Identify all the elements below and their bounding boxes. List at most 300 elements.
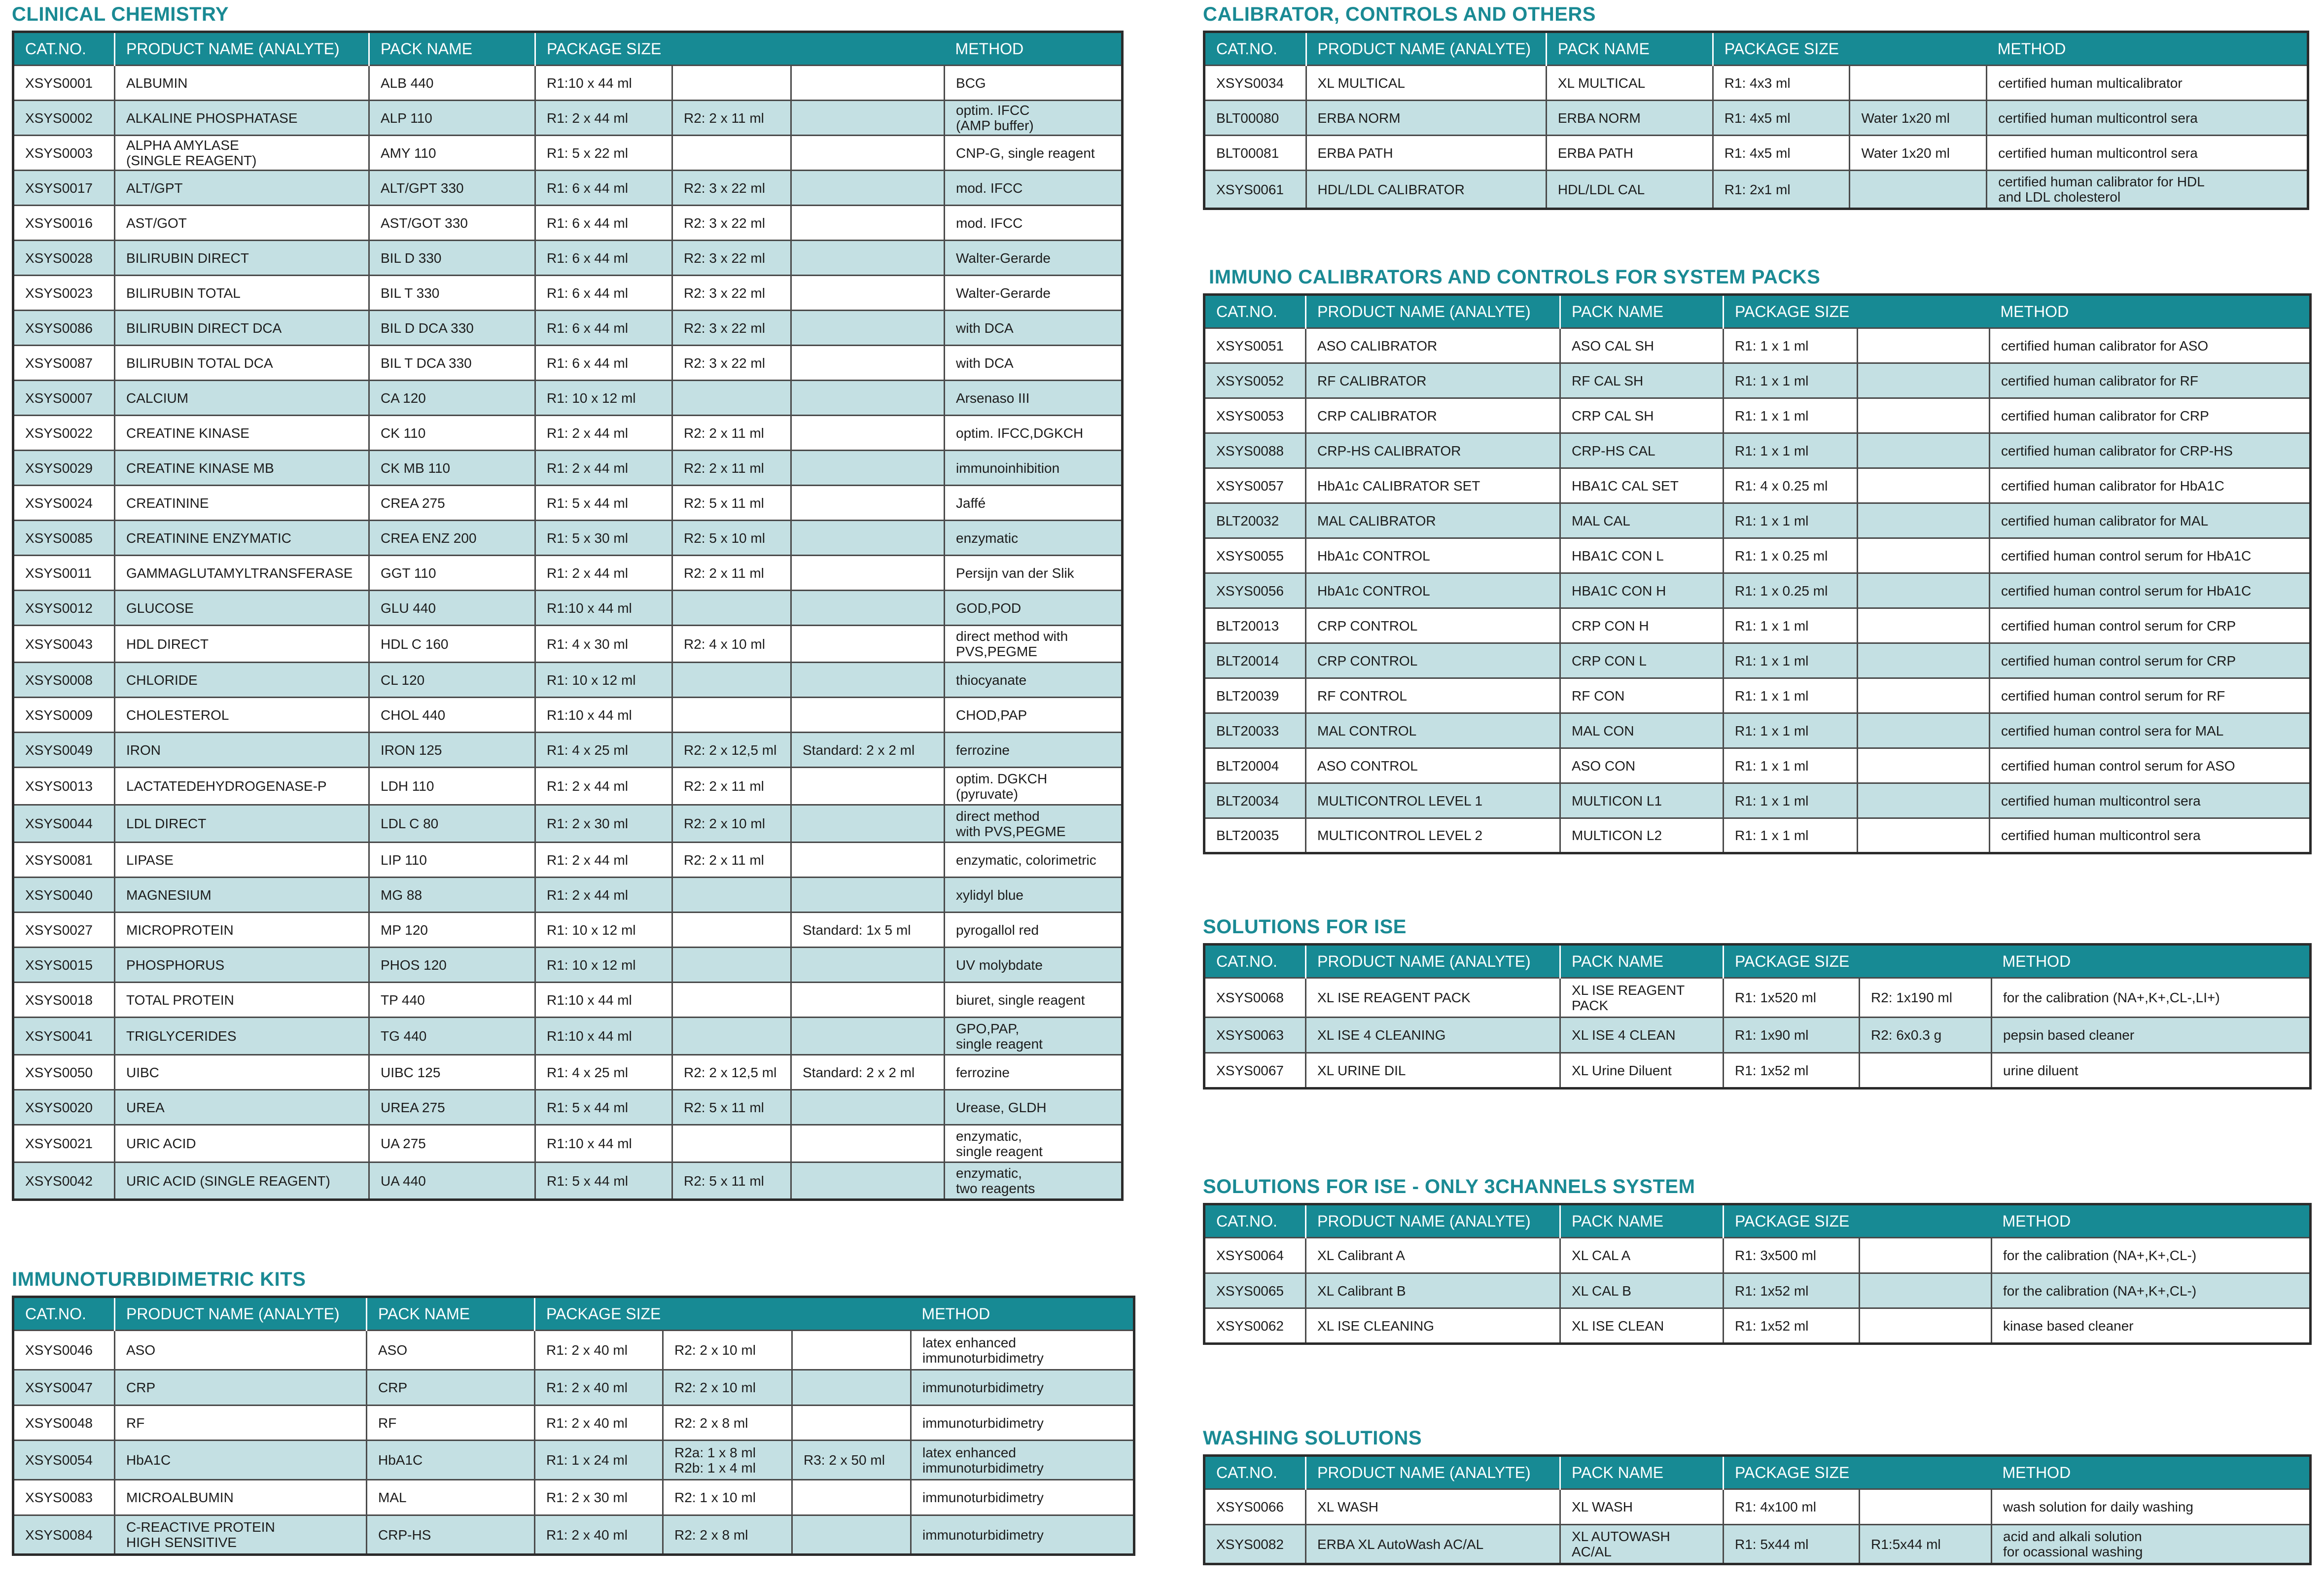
package-size-cell	[791, 768, 945, 805]
cat-no-cell-text: BLT20013	[1216, 618, 1279, 633]
package-size-cell	[535, 591, 672, 626]
package-size-cell	[535, 1406, 663, 1441]
package-size-cell	[672, 878, 791, 913]
product-name-cell	[115, 733, 369, 768]
table-row	[1204, 398, 2311, 433]
cat-no-cell-text: XSYS0028	[25, 250, 93, 266]
cat-no-cell	[13, 1406, 115, 1441]
pack-name-cell-text: PHOS 120	[381, 957, 447, 973]
package-size-cell	[535, 381, 672, 416]
package-size-cell-text: R1:10 x 44 ml	[547, 707, 632, 723]
product-name-cell-text: GLUCOSE	[126, 600, 194, 616]
method-cell-text: Urease, GLDH	[956, 1099, 1047, 1115]
package-size-cell-text: R1: 1 x 0.25 ml	[1735, 583, 1828, 598]
cat-no-cell-text: XSYS0057	[1216, 478, 1284, 493]
method-cell-text: Arsenaso III	[956, 390, 1030, 406]
package-size-cell-text: R1: 1 x 1 ml	[1735, 758, 1809, 774]
package-size-cell-text: R1: 1 x 1 ml	[1735, 793, 1809, 809]
method-cell-text: thiocyanate	[956, 672, 1027, 688]
package-size-cell	[663, 1480, 792, 1515]
pack-name-cell	[369, 843, 535, 878]
cat-no-cell-text: XSYS0002	[25, 110, 93, 126]
method-cell-text: direct method with PVS,PEGME	[956, 629, 1068, 659]
package-size-cell	[535, 136, 672, 171]
table-row	[13, 1018, 1123, 1055]
method-cell	[1990, 608, 2311, 643]
method-cell-text: pepsin based cleaner	[2003, 1027, 2135, 1043]
product-name-cell-text: ALKALINE PHOSPHATASE	[126, 110, 298, 126]
cat-no-cell	[13, 913, 115, 948]
table-row	[1204, 978, 2311, 1018]
table-row	[13, 698, 1123, 733]
header-pack-name: PACK NAME	[1560, 295, 1724, 328]
pack-name-cell-text: AMY 110	[381, 145, 436, 161]
method-cell	[1990, 818, 2311, 853]
header-row	[1204, 32, 2308, 66]
pack-name-cell-text: HBA1C CON L	[1572, 548, 1664, 563]
cat-no-cell-text: BLT00081	[1216, 145, 1279, 161]
cat-no-cell-text: XSYS0087	[25, 355, 93, 371]
cat-no-cell	[13, 591, 115, 626]
package-size-cell	[791, 1125, 945, 1162]
pack-name-cell-text: HDL/LDL CAL	[1557, 181, 1645, 197]
pack-name-cell-text: LIP 110	[381, 852, 427, 868]
package-size-cell	[1724, 608, 1858, 643]
product-name-cell-text: BILIRUBIN DIRECT	[126, 250, 249, 266]
pack-name-cell-text: CRP-HS CAL	[1572, 443, 1655, 458]
header-product-name: PRODUCT NAME (ANALYTE)	[1306, 1456, 1560, 1489]
method-cell	[1992, 978, 2311, 1018]
package-size-cell	[792, 1331, 911, 1370]
pack-name-cell	[369, 878, 535, 913]
cat-no-cell-text: BLT20039	[1216, 688, 1279, 704]
package-size-cell	[791, 591, 945, 626]
product-name-cell-text: XL Calibrant B	[1317, 1283, 1406, 1299]
package-size-cell	[1724, 573, 1858, 608]
method-cell-text: optim. DGKCH (pyruvate)	[956, 771, 1048, 802]
package-size-cell-text: R1: 2x1 ml	[1724, 181, 1791, 197]
package-size-cell-text: R1: 1 x 1 ml	[1735, 443, 1809, 458]
product-name-cell	[1306, 1273, 1560, 1308]
pack-name-cell-text: GLU 440	[381, 600, 436, 616]
cat-no-cell-text: XSYS0040	[25, 887, 93, 903]
product-name-cell	[1306, 171, 1546, 209]
method-cell-text: kinase based cleaner	[2003, 1318, 2134, 1334]
table-row	[1204, 818, 2311, 853]
cat-no-cell	[13, 241, 115, 276]
product-name-cell	[115, 1162, 369, 1200]
product-name-cell	[1306, 573, 1560, 608]
pack-name-cell-text: XL CAL B	[1572, 1283, 1631, 1299]
method-cell	[911, 1331, 1134, 1370]
method-cell-text: optim. IFCC (AMP buffer)	[956, 103, 1034, 133]
product-name-cell-text: CRP CONTROL	[1317, 653, 1418, 668]
method-cell	[911, 1515, 1134, 1555]
table-row	[13, 1125, 1123, 1162]
method-cell	[945, 276, 1123, 311]
table-row	[1204, 66, 2308, 101]
product-name-cell-text: AST/GOT	[126, 215, 187, 231]
package-size-cell	[535, 311, 672, 346]
method-cell-text: UV molybdate	[956, 957, 1043, 973]
product-name-cell-text: GAMMAGLUTAMYLTRANSFERASE	[126, 565, 353, 581]
cat-no-cell-text: XSYS0081	[25, 852, 93, 868]
pack-name-cell	[367, 1370, 535, 1406]
table-row	[13, 311, 1123, 346]
pack-name-cell	[369, 1162, 535, 1200]
method-cell	[1990, 468, 2311, 503]
method-cell-text: certified human calibrator for HDL and LDL cholesterol	[1998, 174, 2205, 205]
product-name-cell	[1306, 643, 1560, 678]
package-size-cell-text: R1: 1 x 1 ml	[1735, 828, 1809, 843]
pack-name-cell	[369, 101, 535, 136]
package-size-cell-text: R2: 3 x 22 ml	[684, 320, 765, 336]
product-name-cell	[115, 521, 369, 556]
cat-no-cell	[13, 1055, 115, 1090]
pack-name-cell	[1560, 1308, 1724, 1344]
package-size-cell-text: R1: 10 x 12 ml	[547, 672, 636, 688]
header-method: METHOD	[1987, 32, 2308, 66]
package-size-cell	[1724, 1018, 1860, 1053]
package-size-cell	[672, 843, 791, 878]
pack-name-cell	[369, 136, 535, 171]
package-size-cell-text: R1: 5 x 30 ml	[547, 530, 628, 546]
package-size-cell-text: R1: 1x52 ml	[1735, 1062, 1809, 1078]
package-size-cell	[1860, 1238, 1992, 1273]
method-cell-text: certified human multicalibrator	[1998, 75, 2183, 91]
header-package-size: PACKAGE SIZE	[1724, 1204, 1992, 1238]
package-size-cell	[1713, 66, 1850, 101]
method-cell	[911, 1441, 1134, 1480]
table-row	[13, 913, 1123, 948]
header-package-size: PACKAGE SIZE	[1724, 295, 1990, 328]
package-size-cell-text: R1: 5 x 44 ml	[547, 495, 628, 511]
package-size-cell-text: R1: 2 x 44 ml	[547, 460, 628, 476]
package-size-cell-text: R2: 3 x 22 ml	[684, 250, 765, 266]
product-name-cell-text: CALCIUM	[126, 390, 189, 406]
package-size-cell	[1724, 818, 1858, 853]
method-cell	[945, 101, 1123, 136]
method-cell-text: certified human control serum for RF	[2001, 688, 2225, 704]
cat-no-cell-text: XSYS0049	[25, 742, 93, 758]
catalog-table	[12, 1296, 1135, 1556]
table-row	[13, 276, 1123, 311]
cat-no-cell-text: XSYS0056	[1216, 583, 1284, 598]
cat-no-cell	[13, 1090, 115, 1125]
product-name-cell-text: RF CONTROL	[1317, 688, 1407, 704]
method-cell	[1992, 1525, 2311, 1564]
method-cell	[1990, 328, 2311, 363]
pack-name-cell-text: TG 440	[381, 1028, 427, 1044]
pack-name-cell-text: MAL	[378, 1490, 407, 1505]
product-name-cell-text: TRIGLYCERIDES	[126, 1028, 237, 1044]
product-name-cell	[1306, 1489, 1560, 1525]
pack-name-cell	[369, 241, 535, 276]
package-size-cell-text: R1: 1 x 1 ml	[1735, 618, 1809, 633]
package-size-cell	[791, 626, 945, 663]
pack-name-cell-text: UIBC 125	[381, 1064, 441, 1080]
package-size-cell	[1860, 1308, 1992, 1344]
package-size-cell	[672, 1162, 791, 1200]
package-size-cell-text: R1: 6 x 44 ml	[547, 285, 628, 301]
package-size-cell	[535, 948, 672, 983]
package-size-cell-text: R1: 5 x 44 ml	[547, 1099, 628, 1115]
method-cell-text: Walter-Gerarde	[956, 285, 1051, 301]
product-name-cell	[115, 66, 369, 101]
table-row	[1204, 136, 2308, 171]
package-size-cell	[1724, 468, 1858, 503]
package-size-cell	[1858, 748, 1990, 783]
table-row	[1204, 1489, 2311, 1525]
package-size-cell	[791, 451, 945, 486]
product-name-cell	[115, 663, 369, 698]
cat-no-cell	[13, 663, 115, 698]
package-size-cell	[535, 1125, 672, 1162]
cat-no-cell	[13, 878, 115, 913]
package-size-cell	[672, 276, 791, 311]
pack-name-cell	[369, 591, 535, 626]
package-size-cell-text: R2: 2 x 10 ml	[674, 1380, 756, 1395]
package-size-cell-text: R1: 4 x 25 ml	[547, 1064, 628, 1080]
method-cell-text: enzymatic, two reagents	[956, 1165, 1035, 1196]
package-size-cell	[1858, 713, 1990, 748]
cat-no-cell	[13, 805, 115, 843]
package-size-cell	[672, 768, 791, 805]
cat-no-cell-text: XSYS0088	[1216, 443, 1284, 458]
table-row	[1204, 101, 2308, 136]
header-package-size: PACKAGE SIZE	[1724, 1456, 1992, 1489]
product-name-cell-text: UREA	[126, 1099, 165, 1115]
pack-name-cell-text: CK MB 110	[381, 460, 451, 476]
package-size-cell	[791, 101, 945, 136]
package-size-cell-text: Standard: 1x 5 ml	[803, 922, 911, 938]
product-name-cell-text: URIC ACID	[126, 1136, 196, 1151]
method-cell-text: certified human calibrator for ASO	[2001, 338, 2209, 353]
table-row	[13, 1331, 1134, 1370]
header-pack-name: PACK NAME	[367, 1297, 535, 1331]
package-size-cell	[535, 698, 672, 733]
pack-name-cell	[369, 521, 535, 556]
package-size-cell-text: R2: 3 x 22 ml	[684, 215, 765, 231]
package-size-cell	[1724, 1489, 1860, 1525]
package-size-cell	[791, 1055, 945, 1090]
product-name-cell-text: ASO CALIBRATOR	[1317, 338, 1438, 353]
cat-no-cell	[1204, 818, 1306, 853]
cat-no-cell-text: XSYS0012	[25, 600, 93, 616]
product-name-cell	[1306, 328, 1560, 363]
method-cell-text: certified human control serum for CRP	[2001, 618, 2236, 633]
cat-no-cell	[1204, 503, 1306, 538]
pack-name-cell-text: CRP CON L	[1572, 653, 1647, 668]
cat-no-cell	[1204, 101, 1306, 136]
product-name-cell	[1306, 66, 1546, 101]
package-size-cell-text: R1: 1x52 ml	[1735, 1318, 1809, 1334]
cat-no-cell-text: XSYS0064	[1216, 1248, 1284, 1263]
header-product-name: PRODUCT NAME (ANALYTE)	[115, 1297, 367, 1331]
pack-name-cell-text: BIL T 330	[381, 285, 440, 301]
cat-no-cell	[13, 1331, 115, 1370]
package-size-cell-text: R1: 4x5 ml	[1724, 145, 1791, 161]
product-name-cell	[115, 171, 369, 206]
method-cell	[1992, 1489, 2311, 1525]
pack-name-cell	[1560, 643, 1724, 678]
cat-no-cell-text: XSYS0063	[1216, 1027, 1284, 1043]
product-name-cell-text: CREATININE ENZYMATIC	[126, 530, 291, 546]
package-size-cell	[791, 66, 945, 101]
pack-name-cell-text: ALP 110	[381, 110, 432, 126]
product-name-cell-text: HbA1C	[126, 1452, 171, 1468]
cat-no-cell-text: XSYS0027	[25, 922, 93, 938]
method-cell	[945, 591, 1123, 626]
header-row	[13, 1297, 1134, 1331]
method-cell	[945, 241, 1123, 276]
product-name-cell-text: CREATININE	[126, 495, 209, 511]
header-package-size: PACKAGE SIZE	[1724, 945, 1992, 978]
header-cat-no: CAT.NO.	[13, 32, 115, 66]
pack-name-cell	[367, 1441, 535, 1480]
cat-no-cell-text: XSYS0051	[1216, 338, 1284, 353]
method-cell-text: certified human multicontrol sera	[2001, 828, 2201, 843]
package-size-cell-text: R1: 2 x 30 ml	[546, 1490, 628, 1505]
product-name-cell-text: MICROALBUMIN	[126, 1490, 234, 1505]
section-solutions-ise	[1203, 915, 2309, 1090]
cat-no-cell-text: BLT00080	[1216, 110, 1279, 126]
package-size-cell	[535, 1331, 663, 1370]
package-size-cell	[791, 311, 945, 346]
pack-name-cell	[1560, 328, 1724, 363]
product-name-cell	[1306, 363, 1560, 398]
package-size-cell-text: R2: 2 x 12,5 ml	[684, 742, 777, 758]
table-row	[1204, 1053, 2311, 1089]
package-size-cell	[791, 381, 945, 416]
package-size-cell	[1860, 978, 1992, 1018]
header-row	[1204, 295, 2311, 328]
cat-no-cell-text: BLT20033	[1216, 723, 1279, 739]
cat-no-cell-text: XSYS0055	[1216, 548, 1284, 563]
package-size-cell	[791, 1018, 945, 1055]
package-size-cell-text: R1: 5x44 ml	[1735, 1536, 1809, 1552]
table-row	[13, 843, 1123, 878]
package-size-cell-text: R1: 1 x 1 ml	[1735, 688, 1809, 704]
cat-no-cell-text: XSYS0034	[1216, 75, 1284, 91]
pack-name-cell	[367, 1480, 535, 1515]
package-size-cell	[792, 1480, 911, 1515]
package-size-cell	[1860, 1273, 1992, 1308]
cat-no-cell	[13, 1018, 115, 1055]
product-name-cell-text: MULTICONTROL LEVEL 1	[1317, 793, 1483, 809]
cat-no-cell-text: XSYS0052	[1216, 373, 1284, 388]
header-package-size: PACKAGE SIZE	[1713, 32, 1986, 66]
package-size-cell	[1860, 1018, 1992, 1053]
cat-no-cell-text: BLT20014	[1216, 653, 1279, 668]
product-name-cell	[115, 1125, 369, 1162]
product-name-cell-text: ALPHA AMYLASE (SINGLE REAGENT)	[126, 138, 257, 168]
product-name-cell-text: MULTICONTROL LEVEL 2	[1317, 828, 1483, 843]
pack-name-cell	[369, 206, 535, 241]
package-size-cell-text: Water 1x20 ml	[1861, 145, 1950, 161]
header-product-name: PRODUCT NAME (ANALYTE)	[1306, 32, 1546, 66]
pack-name-cell	[369, 451, 535, 486]
pack-name-cell	[1560, 608, 1724, 643]
product-name-cell	[115, 136, 369, 171]
package-size-cell	[535, 521, 672, 556]
package-size-cell-text: R2: 1 x 10 ml	[674, 1490, 756, 1505]
section-immunoturbidimetric	[12, 1267, 1123, 1556]
section-clinical-chemistry	[12, 2, 1123, 1201]
package-size-cell	[535, 346, 672, 381]
package-size-cell-text: R2: 2 x 11 ml	[684, 425, 764, 441]
cat-no-cell	[13, 486, 115, 521]
package-size-cell	[663, 1331, 792, 1370]
package-size-cell	[791, 805, 945, 843]
method-cell-text: certified human calibrator for MAL	[2001, 513, 2209, 528]
product-name-cell	[1306, 398, 1560, 433]
method-cell	[1992, 1308, 2311, 1344]
package-size-cell	[1724, 398, 1858, 433]
package-size-cell	[535, 1090, 672, 1125]
package-size-cell-text: R1: 2 x 44 ml	[547, 565, 628, 581]
package-size-cell-text: R1: 6 x 44 ml	[547, 355, 628, 371]
pack-name-cell	[1560, 1053, 1724, 1089]
cat-no-cell	[1204, 978, 1306, 1018]
pack-name-cell	[369, 346, 535, 381]
package-size-cell	[791, 206, 945, 241]
method-cell	[945, 805, 1123, 843]
product-name-cell-text: RF	[126, 1415, 145, 1431]
package-size-cell	[1858, 363, 1990, 398]
product-name-cell-text: XL MULTICAL	[1317, 75, 1405, 91]
product-name-cell	[115, 1406, 367, 1441]
cat-no-cell-text: XSYS0013	[25, 778, 93, 794]
package-size-cell	[672, 241, 791, 276]
cat-no-cell	[1204, 678, 1306, 713]
package-size-cell-text: R2: 6x0.3 g	[1871, 1027, 1942, 1043]
package-size-cell	[791, 843, 945, 878]
pack-name-cell	[1546, 101, 1713, 136]
table-row	[1204, 503, 2311, 538]
method-cell-text: xylidyl blue	[956, 887, 1023, 903]
pack-name-cell-text: CK 110	[381, 425, 426, 441]
catalog-table	[1203, 1203, 2312, 1345]
pack-name-cell	[369, 1125, 535, 1162]
header-product-name: PRODUCT NAME (ANALYTE)	[1306, 945, 1560, 978]
table-row	[13, 591, 1123, 626]
cat-no-cell-text: XSYS0068	[1216, 990, 1284, 1005]
cat-no-cell	[13, 416, 115, 451]
package-size-cell	[535, 276, 672, 311]
package-size-cell-text: R1:5x44 ml	[1871, 1536, 1941, 1552]
package-size-cell	[792, 1370, 911, 1406]
header-pack-name: PACK NAME	[1560, 1204, 1724, 1238]
cat-no-cell-text: XSYS0007	[25, 390, 93, 406]
pack-name-cell-text: UREA 275	[381, 1099, 445, 1115]
cat-no-cell	[13, 381, 115, 416]
pack-name-cell-text: XL AUTOWASH AC/AL	[1572, 1529, 1670, 1559]
catalog-table	[1203, 943, 2312, 1090]
cat-no-cell	[13, 1162, 115, 1200]
cat-no-cell	[1204, 1053, 1306, 1089]
product-name-cell-text: CREATINE KINASE	[126, 425, 249, 441]
product-name-cell	[115, 805, 369, 843]
package-size-cell-text: R1: 1 x 1 ml	[1735, 723, 1809, 739]
package-size-cell	[1724, 363, 1858, 398]
method-cell	[1990, 363, 2311, 398]
package-size-cell-text: R1: 1 x 1 ml	[1735, 513, 1809, 528]
package-size-cell	[672, 1090, 791, 1125]
package-size-cell	[672, 101, 791, 136]
table-row	[1204, 328, 2311, 363]
method-cell	[1987, 66, 2308, 101]
